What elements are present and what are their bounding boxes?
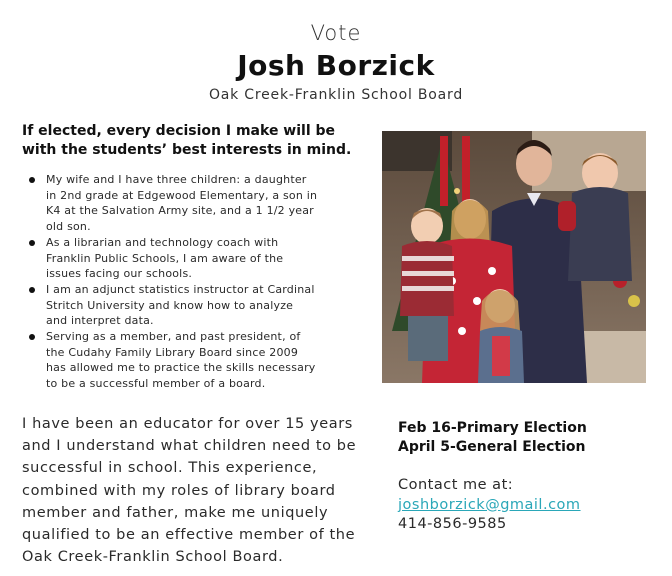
family-photo-illustration <box>382 131 646 383</box>
list-item <box>26 235 366 282</box>
primary-election-date: Feb 16-Primary Election <box>398 420 587 436</box>
election-dates <box>398 419 658 457</box>
bullet-line: My wife and I have three children: a daughter <box>46 173 307 186</box>
bio-line: successful in school. This experience, <box>22 460 318 477</box>
family-photo <box>382 131 646 383</box>
contact-label: Contact me at: <box>398 477 514 493</box>
vote-heading: Vote <box>310 21 362 45</box>
phone-number: 414-856-9585 <box>398 516 507 532</box>
bullet-line: the Cudahy Family Library Board since 2009 <box>46 345 299 359</box>
bio-line: Oak Creek-Franklin School Board. <box>22 549 284 566</box>
bullet-line: K4 at the Salvation Army site, and a 1 1/2 year <box>46 204 314 218</box>
bio-paragraph <box>22 413 378 568</box>
list-item <box>26 282 366 329</box>
qualifications-list <box>26 172 366 392</box>
bullet-line: I am an adjunct statistics instructor at Cardinal <box>46 282 315 296</box>
flyer-header <box>0 18 672 104</box>
general-election-date: April 5-General Election <box>398 439 586 455</box>
bullet-line: issues facing our schools. <box>46 267 193 281</box>
bullet-line: and interpret data. <box>46 314 154 328</box>
bullet-line: Stritch University and know how to analyze <box>46 298 294 312</box>
bullet-line: Serving as a member, and past president, of <box>46 330 301 344</box>
email-link[interactable]: joshborzick@gmail.com <box>398 496 581 513</box>
bio-line: I have been an educator for over 15 years <box>22 416 353 432</box>
candidate-name: Josh Borzick <box>237 49 435 82</box>
bullet-line: to be a successful member of a board. <box>46 377 266 391</box>
board-title: Oak Creek-Franklin School Board <box>208 87 464 103</box>
contact-block <box>398 476 658 535</box>
list-item <box>26 172 366 235</box>
bullet-line: has allowed me to practice the skills necessary <box>46 361 316 375</box>
bio-line: combined with my roles of library board <box>22 482 336 499</box>
bio-line: qualified to be an effective member of the <box>22 527 356 544</box>
tagline-line: with the students’ best interests in mind. <box>22 142 352 158</box>
tagline-line: If elected, every decision I make will be <box>22 123 336 139</box>
bullet-line: in 2nd grade at Edgewood Elementary, a son in <box>46 188 318 202</box>
bullet-line: As a librarian and technology coach with <box>46 235 279 249</box>
bio-line: and I understand what children need to be <box>22 438 357 455</box>
bio-line: member and father, make me uniquely <box>22 504 329 521</box>
bullet-line: Franklin Public Schools, I am aware of the <box>46 251 284 265</box>
bullet-line: old son. <box>46 220 91 234</box>
tagline <box>22 122 372 160</box>
list-item <box>26 329 366 392</box>
